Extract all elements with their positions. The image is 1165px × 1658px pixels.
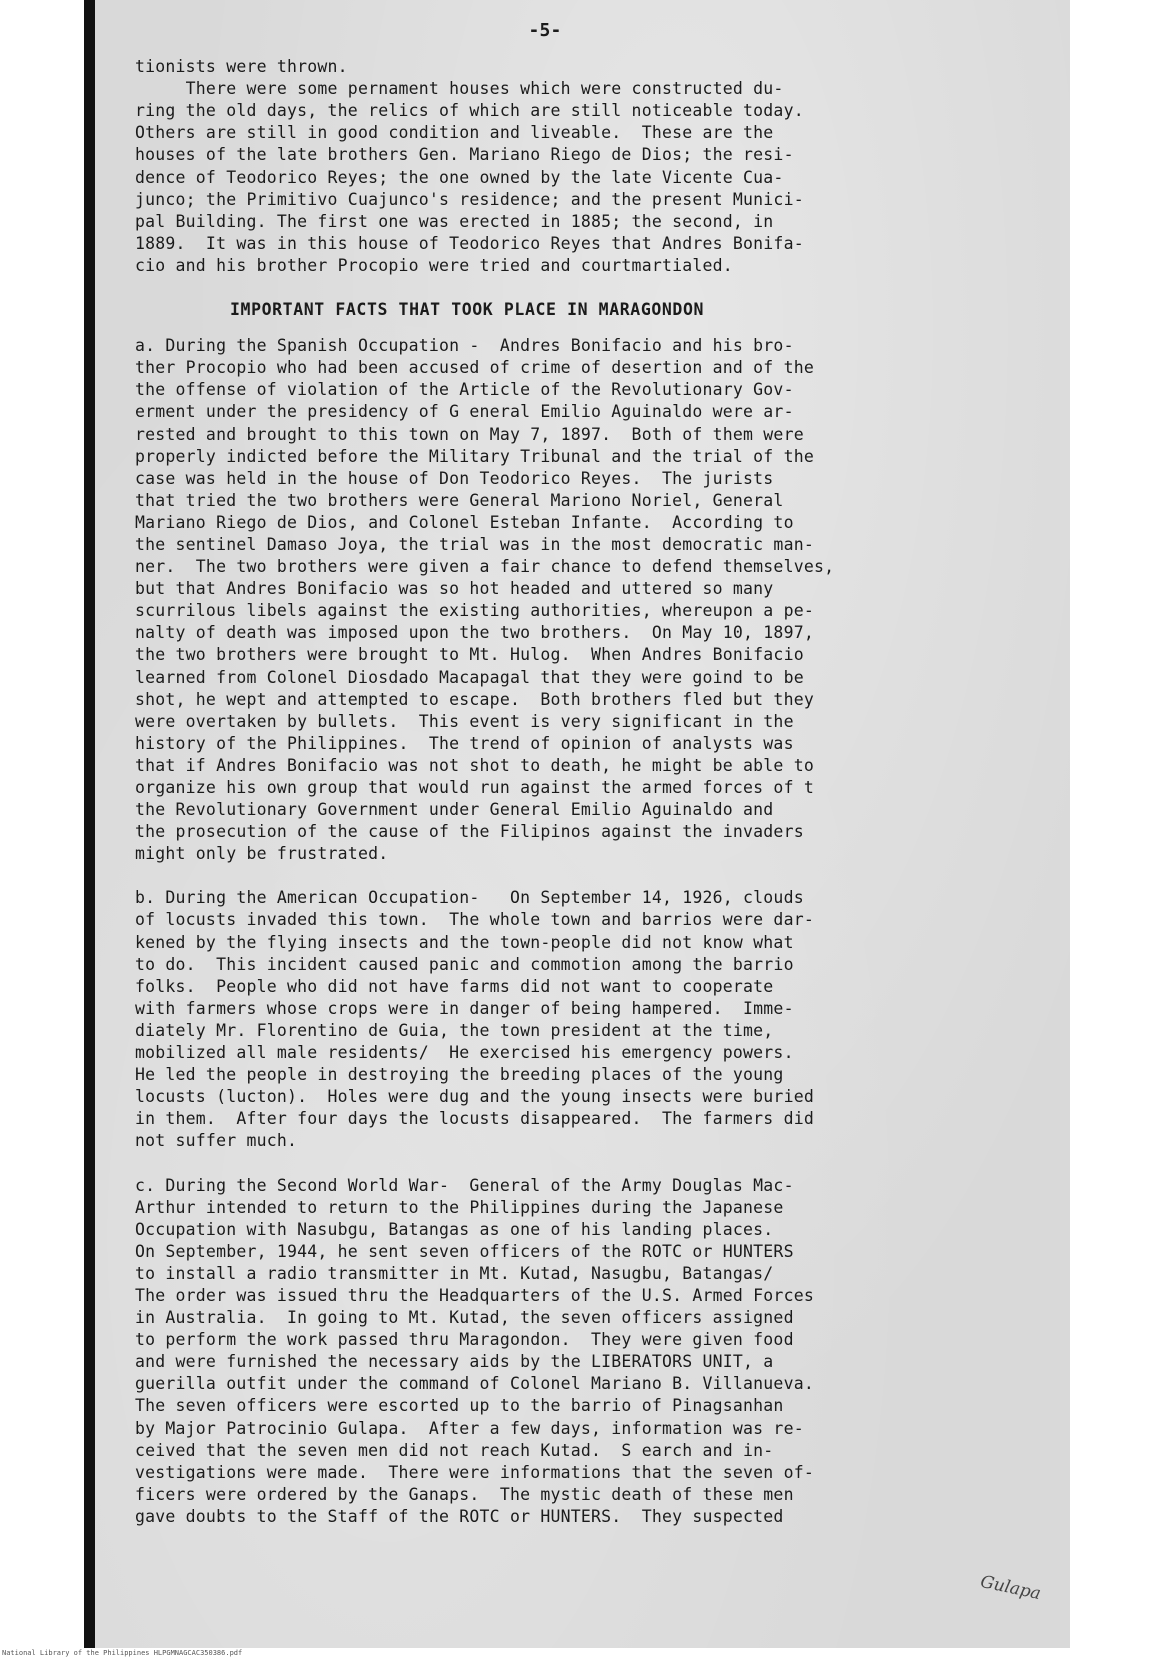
text-line: Arthur intended to return to the Philippines during the Japanese	[135, 1197, 784, 1217]
text-line: case was held in the house of Don Teodorico Reyes. The jurists	[135, 468, 774, 488]
text-line: the sentinel Damaso Joya, the trial was in the most democratic man-	[135, 534, 814, 554]
text-line: pal Building. The first one was erected in 1885; the second, in	[135, 211, 774, 231]
text-line: folks. People who did not have farms did not want to cooperate	[135, 976, 774, 996]
scan-border	[84, 0, 95, 1648]
text-line: in them. After four days the locusts disappeared. The farmers did	[135, 1109, 814, 1129]
text-line: the offense of violation of the Article of the Revolutionary Gov-	[135, 380, 794, 400]
text-line: kened by the flying insects and the town-people did not know what	[135, 932, 794, 952]
text-line: mobilized all male residents/ He exercised his emergency powers.	[135, 1043, 794, 1063]
text-line: that tried the two brothers were General Mariono Noriel, General	[135, 490, 784, 510]
text-line: On September, 1944, he sent seven officers of the ROTC or HUNTERS	[135, 1241, 794, 1261]
text-line: gave doubts to the Staff of the ROTC or HUNTERS. They suspected	[135, 1506, 784, 1526]
text-line: The order was issued thru the Headquarters of the U.S. Armed Forces	[135, 1285, 814, 1305]
page-number: -5-	[528, 20, 562, 41]
text-line: Occupation with Nasubgu, Batangas as one of his landing places.	[135, 1219, 774, 1239]
text-line: of locusts invaded this town. The whole town and barrios were dar-	[135, 910, 814, 930]
text-line: 1889. It was in this house of Teodorico Reyes that Andres Bonifa-	[135, 233, 804, 253]
scan-footer: National Library of the Philippines HLPGMNAGCAC350386.pdf	[0, 1648, 1165, 1658]
text-line: the Revolutionary Government under General Emilio Aguinaldo and	[135, 800, 774, 820]
section-heading: IMPORTANT FACTS THAT TOOK PLACE IN MARAGONDON	[230, 300, 705, 320]
text-line: houses of the late brothers Gen. Mariano Riego de Dios; the resi-	[135, 145, 794, 165]
text-line: to perform the work passed thru Maragondon. They were given food	[135, 1330, 794, 1350]
text-line: nalty of death was imposed upon the two brothers. On May 10, 1897,	[135, 623, 814, 643]
text-line: erment under the presidency of G eneral Emilio Aguinaldo were ar-	[135, 402, 794, 422]
section-b-paragraph	[135, 887, 1035, 1152]
text-line: ring the old days, the relics of which are still noticeable today.	[135, 101, 804, 121]
text-line: were overtaken by bullets. This event is very significant in the	[135, 711, 794, 731]
text-line: locusts (lucton). Holes were dug and the young insects were buried	[135, 1087, 814, 1107]
scan-margin-right	[1070, 0, 1165, 1648]
text-line: a. During the Spanish Occupation - Andres Bonifacio and his bro-	[135, 336, 794, 356]
text-line: that if Andres Bonifacio was not shot to death, he might be able to	[135, 755, 814, 775]
text-line: diately Mr. Florentino de Guia, the town president at the time,	[135, 1020, 774, 1040]
text-line: ceived that the seven men did not reach Kutad. S earch and in-	[135, 1440, 774, 1460]
text-line: organize his own group that would run against the armed forces of t	[135, 778, 814, 797]
text-line: shot, he wept and attempted to escape. Both brothers fled but they	[135, 689, 814, 709]
text-line: learned from Colonel Diosdado Macapagal that they were goind to be	[135, 667, 804, 687]
document-page	[95, 0, 1070, 1648]
handwritten-annotation: Gulapa	[978, 1571, 1043, 1605]
text-line: c. During the Second World War- General of the Army Douglas Mac-	[135, 1175, 794, 1195]
text-line: ficers were ordered by the Ganaps. The mystic death of these men	[135, 1484, 794, 1504]
text-line: rested and brought to this town on May 7, 1897. Both of them were	[135, 424, 804, 444]
text-line: junco; the Primitivo Cuajunco's residence; and the present Munici-	[135, 189, 804, 209]
text-line: Others are still in good condition and liveable. These are the	[135, 123, 774, 143]
text-line: scurrilous libels against the existing authorities, whereupon a pe-	[135, 601, 814, 621]
text-line: the two brothers were brought to Mt. Hulog. When Andres Bonifacio	[135, 645, 804, 665]
text-line: and were furnished the necessary aids by the LIBERATORS UNIT, a	[135, 1352, 774, 1372]
text-line: but that Andres Bonifacio was so hot headed and uttered so many	[135, 579, 774, 599]
text-line: not suffer much.	[135, 1131, 298, 1151]
text-line: b. During the American Occupation- On September 14, 1926, clouds	[135, 888, 804, 908]
text-line: with farmers whose crops were in danger of being hampered. Imme-	[135, 998, 794, 1018]
text-line: by Major Patrocinio Gulapa. After a few days, information was re-	[135, 1418, 804, 1438]
scan-margin-left	[0, 0, 84, 1648]
text-line: in Australia. In going to Mt. Kutad, the seven officers assigned	[135, 1308, 794, 1328]
text-line: cio and his brother Procopio were tried and courtmartialed.	[135, 255, 733, 275]
text-line: The seven officers were escorted up to the barrio of Pinagsanhan	[135, 1396, 784, 1416]
text-line: ther Procopio who had been accused of crime of desertion and of the	[135, 358, 814, 378]
page-content	[135, 20, 1035, 1550]
text-line: Mariano Riego de Dios, and Colonel Esteban Infante. According to	[135, 512, 794, 532]
text-line: tionists were thrown.	[135, 57, 348, 77]
text-line: vestigations were made. There were informations that the seven of-	[135, 1462, 814, 1482]
section-c-paragraph	[135, 1175, 1035, 1529]
text-line: to install a radio transmitter in Mt. Kutad, Nasugbu, Batangas/	[135, 1263, 774, 1283]
text-line: dence of Teodorico Reyes; the one owned by the late Vicente Cua-	[135, 167, 784, 187]
text-line: might only be frustrated.	[135, 844, 389, 864]
text-line: the prosecution of the cause of the Filipinos against the invaders	[135, 822, 804, 842]
text-line: ner. The two brothers were given a fair chance to defend themselves,	[135, 557, 835, 577]
text-line: history of the Philippines. The trend of opinion of analysts was	[135, 733, 794, 753]
text-line: guerilla outfit under the command of Colonel Mariano B. Villanueva.	[135, 1374, 814, 1394]
text-line: There were some pernament houses which were constructed du-	[135, 79, 784, 99]
text-line: to do. This incident caused panic and commotion among the barrio	[135, 954, 794, 974]
section-a-paragraph	[135, 335, 1035, 865]
intro-paragraph	[135, 56, 1035, 277]
text-line: properly indicted before the Military Tribunal and the trial of the	[135, 446, 814, 466]
text-line: He led the people in destroying the breeding places of the young	[135, 1065, 784, 1085]
